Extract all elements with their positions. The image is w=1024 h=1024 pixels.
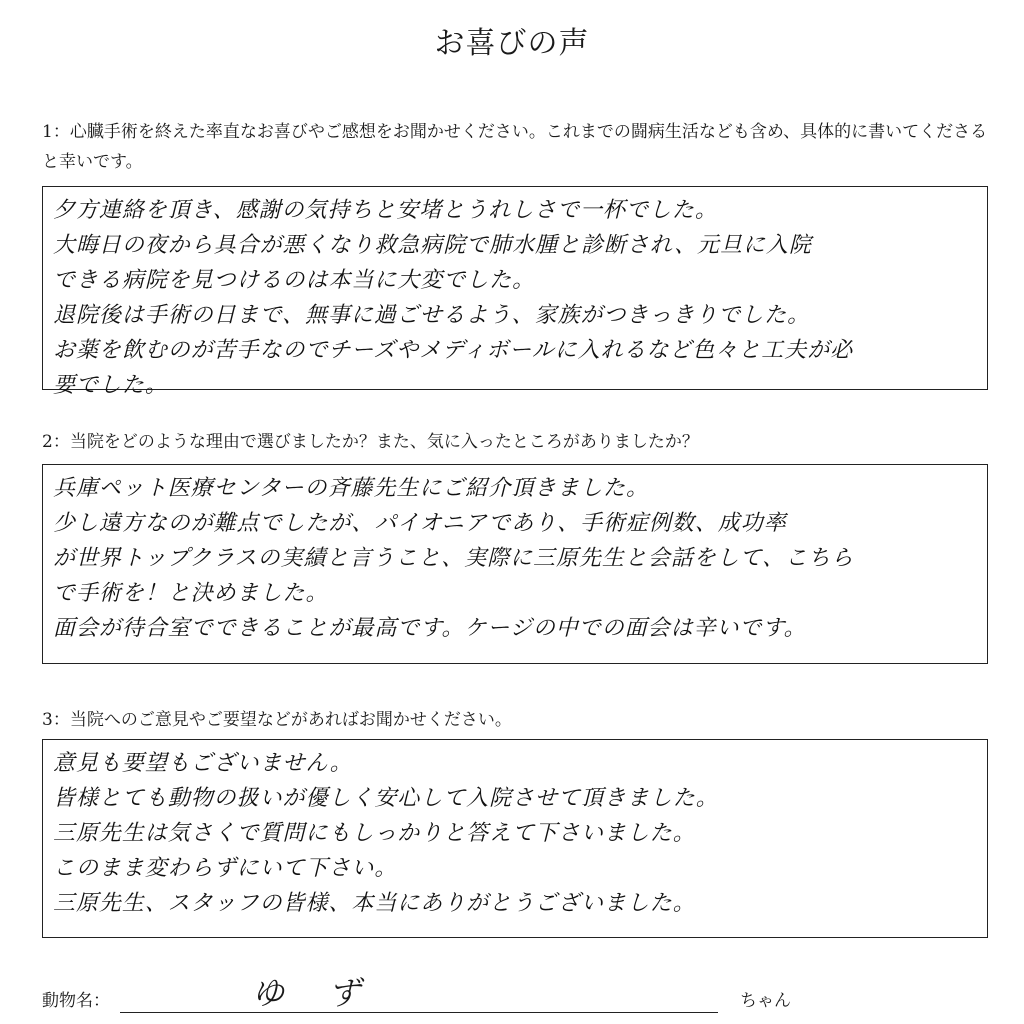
pet-name-value: ゆず (252, 974, 405, 1012)
answer-2-line: 兵庫ペット医療センターの斉藤先生にご紹介頂きました。 (53, 476, 649, 501)
answer-1-line: 退院後は手術の日まで、無事に過ごせるよう、家族がつきっきりでした。 (53, 303, 811, 328)
question-2: 2：当院をどのような理由で選びましたか？また、気に入ったところがありましたか？ (42, 432, 699, 452)
pet-name-label: 動物名： (42, 991, 110, 1011)
answer-box-3 (42, 739, 988, 938)
answer-2-line: で手術を！と決めました。 (53, 581, 329, 606)
pet-name-underline (120, 1012, 718, 1013)
answer-2-line: 面会が待合室でできることが最高です。ケージの中での面会は辛いです。 (53, 616, 807, 641)
answer-1-line: 夕方連絡を頂き、感謝の気持ちと安堵とうれしさで一杯でした。 (53, 198, 718, 223)
page-title: お喜びの声 (434, 26, 590, 61)
answer-2-line: が世界トップクラスの実績と言うこと、実際に三原先生と会話をして、こちら (53, 546, 854, 571)
answer-3-line: 皆様とても動物の扱いが優しく安心して入院させて頂きました。 (53, 786, 719, 811)
question-1: 1：心臓手術を終えた率直なお喜びやご感想をお聞かせください。これまでの闘病生活なども含め、具体的に書いてくださると幸いです。 (42, 122, 988, 172)
answer-box-2 (42, 464, 988, 664)
answer-box-1 (42, 186, 988, 398)
answer-1-line: 大晦日の夜から具合が悪くなり救急病院で肺水腫と診断され、元旦に入院 (53, 233, 812, 258)
answer-3-line: 三原先生は気さくで質問にもしっかりと答えて下さいました。 (53, 821, 696, 846)
answer-3-line: 三原先生、スタッフの皆様、本当にありがとうございました。 (53, 891, 696, 916)
answer-3-line: 意見も要望もございません。 (53, 751, 353, 776)
answer-1-line: お薬を飲むのが苦手なのでチーズやメディボールに入れるなど色々と工夫が必 (53, 338, 854, 363)
pet-name-row (42, 974, 802, 1018)
answer-1-line: できる病院を見つけるのは本当に大変でした。 (53, 268, 536, 293)
question-3: 3：当院へのご意見やご要望などがあればお聞かせください。 (42, 710, 512, 730)
answer-1-line: 要でした。 (53, 373, 168, 398)
pet-name-suffix: ちゃん (740, 991, 791, 1011)
answer-2-line: 少し遠方なのが難点でしたが、パイオニアであり、手術症例数、成功率 (53, 511, 787, 536)
answer-3-line: このまま変わらずにいて下さい。 (53, 856, 398, 881)
